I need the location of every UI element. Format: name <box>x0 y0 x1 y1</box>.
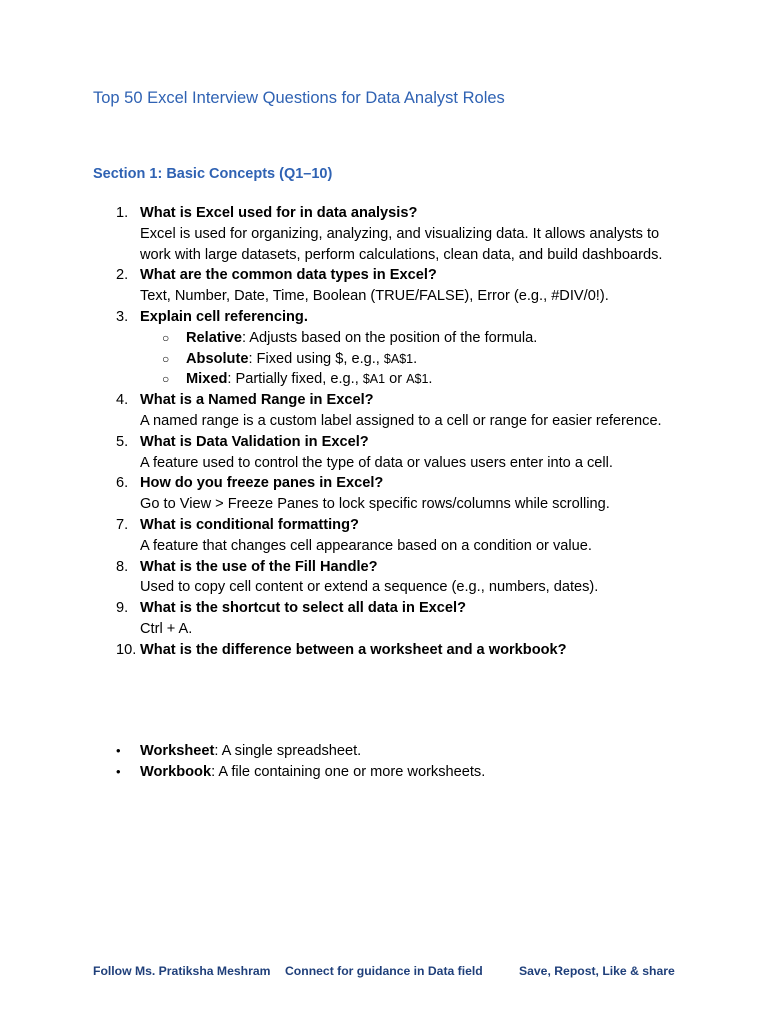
footer-connect-text: Connect for guidance in Data field <box>285 964 483 978</box>
comparison-item <box>0 762 768 783</box>
question-number: 3. <box>116 308 129 325</box>
question-item <box>0 515 768 557</box>
question-item <box>0 390 768 432</box>
question-text: What is a Named Range in Excel? <box>140 392 374 409</box>
question-number: 8. <box>116 558 129 575</box>
question-number: 10. <box>116 641 137 658</box>
footer-follow-text: Follow Ms. Pratiksha Meshram <box>93 964 271 978</box>
question-item <box>0 432 768 474</box>
comparison-term: Workbook <box>140 763 212 780</box>
question-text: What is conditional formatting? <box>140 516 359 533</box>
footer-share-text: Save, Repost, Like & share <box>519 964 675 978</box>
page-title: Top 50 Excel Interview Questions for Data Analyst Roles <box>93 89 505 107</box>
answer-text: Go to View > Freeze Panes to lock specific rows/columns while scrolling. <box>140 496 610 513</box>
reference-type-desc: : Partially fixed, e.g., <box>227 371 363 388</box>
comparison-desc: : A single spreadsheet. <box>214 743 362 759</box>
section-heading: Section 1: Basic Concepts (Q1–10) <box>93 166 333 182</box>
question-item <box>0 473 768 515</box>
question-number: 4. <box>116 392 129 409</box>
answer-text: Used to copy cell content or extend a sequence (e.g., numbers, dates). <box>140 579 599 596</box>
question-item <box>0 307 768 390</box>
bullet-icon: • <box>116 763 121 779</box>
question-item <box>0 598 768 640</box>
circle-bullet-icon: ○ <box>162 330 170 345</box>
answer-text: Text, Number, Date, Time, Boolean (TRUE/FALSE), Error (e.g., #DIV/0!). <box>140 288 609 305</box>
reference-type-term: Absolute <box>186 350 249 367</box>
reference-type-item <box>140 328 668 349</box>
comparison-item <box>0 741 768 762</box>
reference-type-desc: : Adjusts based on the position of the formula. <box>241 329 538 346</box>
question-text: How do you freeze panes in Excel? <box>140 475 384 492</box>
cell-reference-example: $A1 <box>362 372 386 387</box>
question-list <box>0 203 768 661</box>
answer-text: Excel is used for organizing, analyzing, and visualizing data. It allows analysts to work with large datasets, perform calculations, clean data, and build dashboards. <box>140 225 663 263</box>
answer-text: Ctrl + A. <box>140 620 193 637</box>
reference-type-desc: : Fixed using $, e.g., <box>248 350 384 367</box>
question-text: What is the shortcut to select all data in Excel? <box>140 600 467 617</box>
question-text: What are the common data types in Excel? <box>140 267 437 284</box>
bullet-icon: • <box>116 743 121 758</box>
question-item <box>0 265 768 307</box>
connector-text: or <box>385 371 407 388</box>
answer-text: A feature that changes cell appearance based on a condition or value. <box>140 537 592 554</box>
question-number: 2. <box>116 267 129 284</box>
question-item <box>0 640 768 661</box>
reference-type-term: Relative <box>186 329 242 346</box>
comparison-term: Worksheet <box>140 743 215 759</box>
question-number: 6. <box>116 475 129 492</box>
question-item <box>0 557 768 599</box>
question-number: 9. <box>116 600 129 617</box>
comparison-desc: : A file containing one or more worksheets. <box>211 763 486 780</box>
cell-reference-example: A$1 <box>406 372 429 387</box>
reference-type-item <box>140 369 668 390</box>
answer-text: A named range is a custom label assigned to a cell or range for easier reference. <box>140 412 662 429</box>
question-text: Explain cell referencing. <box>140 308 308 325</box>
answer-text: A feature used to control the type of data or values users enter into a cell. <box>140 454 613 471</box>
circle-bullet-icon: ○ <box>162 351 170 366</box>
reference-type-term: Mixed <box>186 371 228 388</box>
question-text: What is the use of the Fill Handle? <box>140 558 378 575</box>
comparison-list <box>0 741 768 783</box>
question-text: What is the difference between a worksheet and a workbook? <box>140 641 567 658</box>
circle-bullet-icon: ○ <box>162 372 170 387</box>
question-text: What is Excel used for in data analysis? <box>140 205 418 221</box>
question-item <box>0 203 768 265</box>
punctuation: . <box>428 371 433 388</box>
reference-type-item <box>140 349 668 370</box>
question-number: 1. <box>116 205 129 221</box>
question-text: What is Data Validation in Excel? <box>140 433 369 450</box>
punctuation: . <box>413 350 418 367</box>
cell-reference-example: $A$1 <box>383 351 414 366</box>
question-number: 7. <box>116 516 129 533</box>
question-number: 5. <box>116 433 129 450</box>
reference-type-list <box>140 328 668 390</box>
